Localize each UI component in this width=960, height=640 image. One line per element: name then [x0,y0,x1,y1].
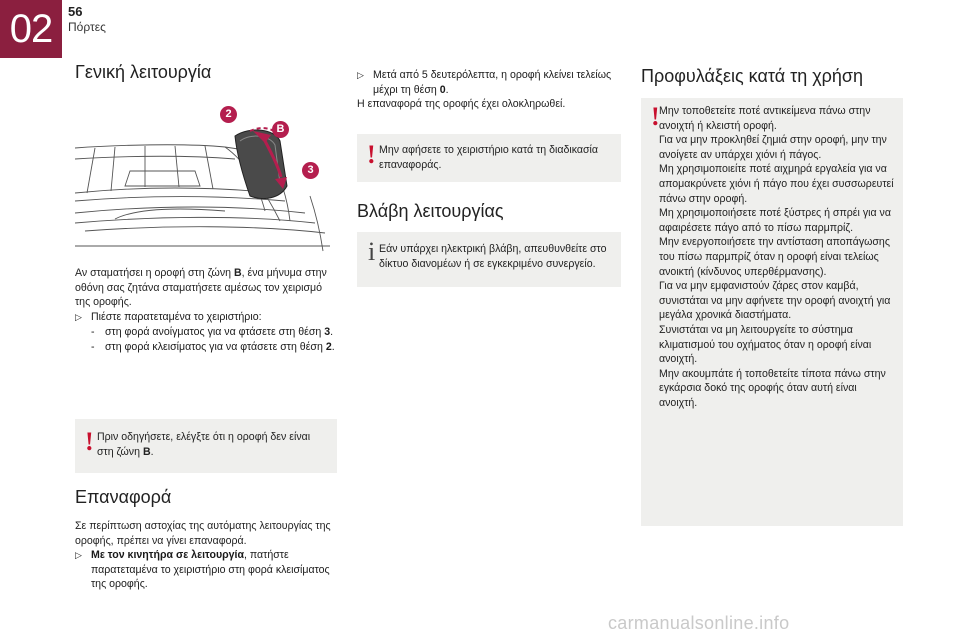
precautions-list [651,104,897,410]
warning-box-zone-b [75,419,337,473]
info-text-malfunction: Εάν υπάρχει ηλεκτρική βλάβη, απευθυνθείτε στο δίκτυο διανομέων ή σε εγκεκριμένο συνεργείο. [379,243,607,270]
arrow-right-icon: ▷ [75,312,82,322]
reset-paragraph: Σε περίπτωση αστοχίας της αυτόματης λειτουργίας της οροφής, πρέπει να γίνει επαναφορά. [75,520,331,547]
close-direction-step: - στη φορά κλεισίματος για να φτάσετε στη θέση 2. [91,341,335,353]
page-number: 56 [68,4,83,19]
warning-icon: ! [651,102,660,131]
warning-icon: ! [85,427,94,456]
section-heading-precautions: Προφυλάξεις κατά τη χρήση [641,66,864,86]
section-heading-reset: Επαναφορά [75,487,172,507]
precaution-item: Για να μην προκληθεί ζημιά στην οροφή, μην την ανοίγετε αν υπάρχει χιόνι ή πάγος. [659,134,887,161]
open-direction-step: - στη φορά ανοίγματος για να φτάσετε στη θέση 3. [91,326,334,338]
warning-text-reset: Μην αφήσετε το χειριστήριο κατά τη διαδικασία επαναφοράς. [379,144,599,171]
precaution-item: Μην ακουμπάτε ή τοποθετείτε τίποτα πάνω στην εγκάρσια δοκό της οροφής όταν αυτή είναι ανοιχτή. [659,367,886,409]
section-heading-general: Γενική λειτουργία [75,62,212,82]
chapter-title: Πόρτες [68,20,106,34]
reset-complete-text: Η επαναφορά της οροφής έχει ολοκληρωθεί. [357,98,566,110]
arrow-right-icon: ▷ [75,550,82,560]
warning-box-precautions [641,98,903,526]
position-marker-3: 3 [302,162,319,179]
precaution-item: Μη χρησιμοποιείτε ποτέ αιχμηρά εργαλεία για να απομακρύνετε χιόνι ή πάγο που έχει συσσωρευτεί πάνω στην οροφή. [659,163,894,205]
position-marker-B: B [272,121,289,138]
arrow-right-icon: ▷ [357,70,364,80]
precaution-item: Για να μην εμφανιστούν ζάρες στον καμβά, συνιστάται να μην αφήνετε την οροφή ανοιχτή για μεγάλα χρονικά διαστήματα. [659,280,891,322]
warning-text-zone-b: Πριν οδηγήσετε, ελέγξτε ότι η οροφή δεν είναι στη ζώνη B. [97,431,311,458]
info-icon: i [368,237,376,266]
reset-bullet: ▷ Με τον κινητήρα σε λειτουργία, πατήστε παρατεταμένα το χειριστήριο στη φορά κλεισίματος της οροφής. [75,549,330,591]
convertible-roof-drawing [75,101,330,258]
precaution-item: Συνιστάται να μη λειτουργείτε το σύστημα κλιματισμού του οχήματος όταν η οροφή είναι ανοιχτή. [659,323,872,366]
precaution-item: Μην τοποθετείτε ποτέ αντικείμενα πάνω στην ανοιχτή ή κλειστή οροφή. [659,105,871,132]
warning-box-reset [357,134,621,182]
position-marker-2: 2 [220,106,237,123]
close-after-5s-bullet: ▷ Μετά από 5 δευτερόλεπτα, η οροφή κλείνει τελείως μέχρι τη θέση 0. [357,69,612,96]
chapter-badge: 02 [0,0,62,58]
precaution-item: Μην ενεργοποιήσετε την αντίσταση αποπάγωσης του πίσω παρμπρίζ όταν η οροφή είναι τελείως ανοικτή (κίνδυνος υπερθέρμανσης). [659,236,890,278]
section-heading-malfunction: Βλάβη λειτουργίας [357,201,504,221]
roof-illustration [75,101,330,258]
warning-icon: ! [367,140,376,169]
precaution-item: Μη χρησιμοποιήσετε ποτέ ξύστρες ή σπρέι για να αφαιρέσετε πάγο από το πίσω παρμπρίζ. [659,207,891,234]
info-box-malfunction [357,232,621,287]
watermark: carmanualsonline.info [608,613,790,633]
stop-zone-paragraph: Αν σταματήσει η οροφή στη ζώνη B, ένα μήνυμα στην οθόνη σας ζητάνα σταματήσετε αμέσως τον χειρισμό της οροφής. [75,267,327,309]
press-control-bullet: ▷ Πιέστε παρατεταμένα το χειριστήριο: [75,311,262,323]
